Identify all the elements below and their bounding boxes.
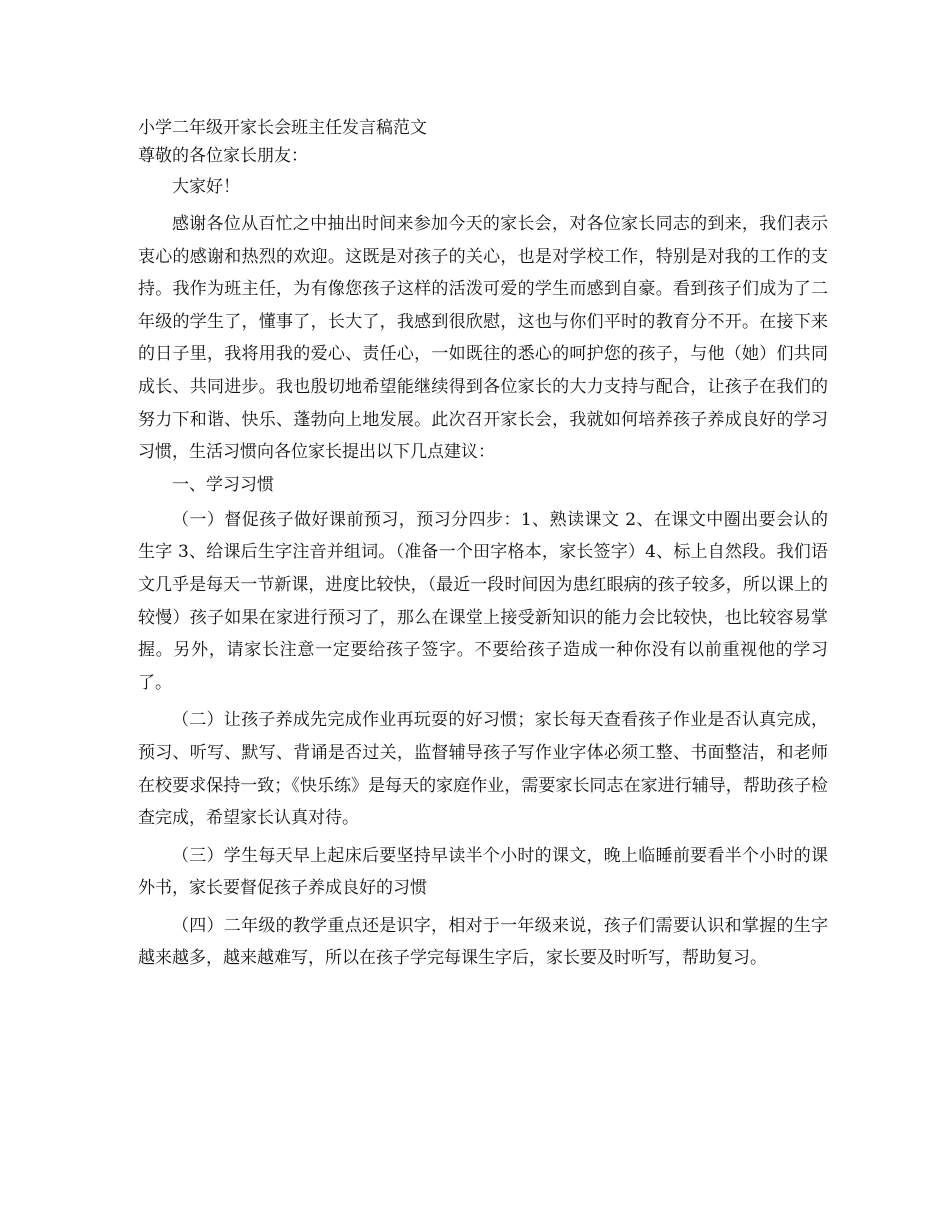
list-item: （四）二年级的教学重点还是识字，相对于一年级来说，孩子们需要认识和掌握的生字越来越多，越来越难写，所以在孩子学完每课生字后，家长要及时听写，帮助复习。 [138, 915, 828, 969]
document-body [138, 114, 828, 980]
document-title: 小学二年级开家长会班主任发言稿范文 [138, 118, 427, 138]
greeting: 大家好！ [172, 177, 240, 197]
list-item: （一）督促孩子做好课前预习，预习分四步：1、熟读课文 2、在课文中圈出要会认的生字 3、给课后生字注音并组词。（准备一个田字格本，家长签字）4、标上自然段。我们语文几乎是每天一节新课，进度比较快，（最近一段时间因为患红眼病的孩子较多，所以课上的较慢）孩子如果在家进行预习了，那么在课堂上接受新知识的能力会比较快，也比较容易掌握。另外，请家长注意一定要给孩子签字。不要给孩子造成一种你没有以前重视他的学习了。 [138, 509, 828, 693]
list-item: （三）学生每天早上起床后要坚持早读半个小时的课文，晚上临睡前要看半个小时的课外书，家长要督促孩子养成良好的习惯 [138, 845, 828, 899]
section-heading: 一、学习习惯 [172, 474, 274, 495]
intro-paragraph: 感谢各位从百忙之中抽出时间来参加今天的家长会，对各位家长同志的到来，我们表示衷心的感谢和热烈的欢迎。这既是对孩子的关心，也是对学校工作，特别是对我的工作的支持。我作为班主任，为有像您孩子这样的活泼可爱的学生而感到自豪。看到孩子们成为了二年级的学生了，懂事了，长大了，我感到很欣慰，这也与你们平时的教育分不开。在接下来的日子里，我将用我的爱心、责任心，一如既往的悉心的呵护您的孩子，与他（她）们共同成长、共同进步。我也殷切地希望能继续得到各位家长的大力支持与配合，让孩子在我们的努力下和谐、快乐、蓬勃向上地发展。此次召开家长会，我就如何培养孩子养成良好的学习习惯，生活习惯向各位家长提出以下几点建议： [138, 214, 828, 463]
salutation: 尊敬的各位家长朋友： [138, 146, 308, 166]
list-item: （二）让孩子养成先完成作业再玩耍的好习惯；家长每天查看孩子作业是否认真完成，预习、听写、默写、背诵是否过关，监督辅导孩子写作业字体必须工整、书面整洁，和老师在校要求保持一致；《快乐练》是每天的家庭作业，需要家长同志在家进行辅导，帮助孩子检查完成，希望家长认真对待。 [138, 710, 828, 829]
